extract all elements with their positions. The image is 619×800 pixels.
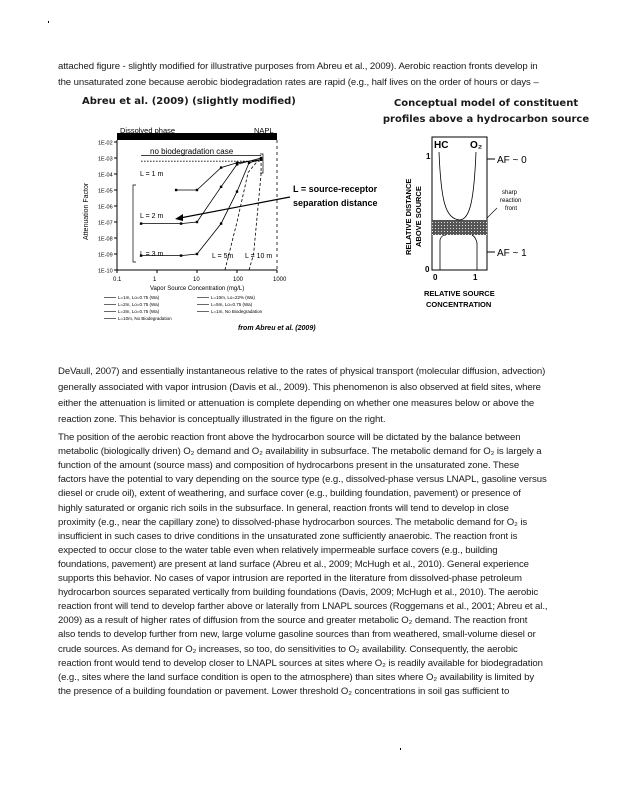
x-tick-label: 1 [153,277,157,283]
af1-label: AF ~ 1 [497,248,527,259]
text-line: function of the amount (source mass) and composition of hydrocarbons present in the unsaturated zone. These [58,460,520,472]
right-title-line: profiles above a hydrocarbon source [382,114,590,125]
x-tick-label: 100 [233,277,244,283]
text-line: reaction front will tend to develop farther above or laterally from LNAPL sources (Roggemans et al., 2001; Abreu et al., [58,601,548,613]
front-label: front [505,206,518,212]
series-label: L = 1 m [140,171,164,178]
phase-label-dissolved: Dissolved phase [120,126,176,135]
text-line: crude sources. As demand for O₂ increases, so too, do sensitivities to O₂ availability. Consequently, the aerobic [58,643,518,655]
figure-credit: from Abreu et al. (2009) [238,325,316,332]
legend-entry: L=3m, Lo=0.75 (Wa) [118,309,160,314]
o2-label: O₂ [470,140,483,151]
text-line: diesel or crude oil), extent of weathering, and surface cover (e.g., building foundation, pavement) or presence of [58,488,521,500]
y-tick-label: 1E-10 [98,268,113,275]
y-axis-label: Attenuation Factor [83,182,90,240]
hc-profile-lower [440,235,446,270]
text-line: metabolic (biologically driven) O₂ demand and O₂ availability in subsurface. The metabolic demand for O₂ is largely a [58,446,542,458]
text-line: expected to occur close to the water table even when relatively impermeable surface covers (e.g., building [58,544,498,556]
series-label: L = 2 m [140,213,164,220]
text-line: (e.g., sites where the land surface condition is open to the atmosphere) than sites where O₂ availability is limited by [58,671,535,683]
x-axis-label: CONCENTRATION [426,300,492,309]
text-line: reaction zone. This behavior is conceptually illustrated in the figure on the right. [58,414,386,425]
text-line: the presence of a building foundation or pavement. Lower threshold O₂ concentrations in soil gas sufficient to [58,685,510,697]
series-label: L = 3 m [140,251,164,258]
left-figure-title: Abreu et al. (2009) (slightly modified) [82,96,296,107]
text-line: DeVaull, 2007) and essentially instantaneous relative to the rates of physical transport (molecular diffusion, advection) [58,366,546,377]
text-line: either the attenuation is limited or attenuation is complete depending on whether one measures below or above the [58,398,535,409]
text-line: factors have the potential to vary depending on the source type (e.g., dissolved-phase versus LNAPL, gasoline versus [58,474,547,486]
y-tick: 1 [426,152,431,161]
series-label: L = 5m [212,253,234,260]
series-label: L = 10 m [245,253,273,260]
y-tick-label: 1E-06 [98,204,113,211]
text-line: hydrocarbon sources separated vertically from building foundations (Davis, 2009; McHugh et al., 2010). The aerobic [58,587,539,599]
y-tick-label: 1E-08 [98,236,113,243]
y-tick: 0 [425,265,430,274]
y-axis-label: RELATIVE DISTANCE [404,178,413,255]
legend-entry: L=10m, No Biodegradation [118,316,172,321]
legend-entry: L=2m, Lo=0.75 (Wa) [118,302,160,307]
text-line: foundations, pavement) are present at land surface (Abreu et al., 2009; McHugh et al., 2010). General experience [58,558,529,570]
legend-entry: L=1m, No Biodegradation [211,309,263,314]
x-axis-label: Vapor Source Concentration (mg/L) [150,286,245,292]
reaction-zone [432,220,487,235]
text-line: reaction front would tend to develop closer to LNAPL sources at sites where O₂ is readily available for biodegradation [58,657,543,669]
legend-entry: L=1m, Lo=0.75 (Wa) [118,295,160,300]
x-tick: 0 [433,273,438,282]
x-tick-label: 0.1 [113,277,122,283]
text-line: The position of the aerobic reaction front above the hydrocarbon source will be dictated by the balance between [58,432,521,443]
no-bio-label: no biodegradation case [150,147,234,156]
text-line: insufficient in such cases to drive conditions in the unsaturated zone sufficiently anaerobic. The reaction front is [58,530,518,542]
af0-label: AF ~ 0 [497,155,527,166]
x-tick-label: 10 [193,277,200,283]
text-line: supports this behavior. No cases of vapor intrusion are reported in the literature from dissolved-phase petroleum [58,573,522,584]
x-tick-label: 1000 [273,277,287,283]
y-tick-label: 1E-05 [98,188,113,195]
conceptual-profile-diagram [0,0,619,320]
y-tick-label: 1E-02 [98,140,113,147]
text-line: the unsaturated zone because aerobic biodegradation rates are rapid (e.g., half lives on the order of hours or days – [58,77,539,88]
o2-profile [460,152,476,220]
text-line: also tends to develop further from new, large volume gasoline sources than from weathered, small-volume diesel or [58,629,536,641]
phase-label-napl: NAPL [254,126,274,135]
annotation-line: separation distance [293,198,378,208]
text-line: generally associated with vapor intrusion (Davis et al., 2009). This phenomenon is also observed at field sites, where [58,382,541,393]
hc-label: HC [434,140,449,151]
text-line: attached figure - slightly modified for illustrative purposes from Abreu et al., 2009). Aerobic reaction fronts develop in [58,61,538,72]
y-tick-label: 1E-03 [98,156,113,163]
o2-profile-lower [472,235,477,270]
x-axis-label: RELATIVE SOURCE [424,289,495,298]
x-tick: 1 [473,273,478,282]
front-label: sharp [502,190,518,196]
front-leader [487,208,497,218]
annotation-line: L = source-receptor [293,184,378,194]
y-tick-label: 1E-09 [98,252,113,259]
y-axis-label: ABOVE SOURCE [414,186,423,247]
text-line: proximity (e.g., near the capillary zone) to dissolved-phase hydrocarbon sources. The metabolic demand for O₂ is [58,516,528,528]
y-tick-label: 1E-07 [98,220,113,227]
text-line: highly saturated or organic rich soils in the subsurface. In general, reaction fronts will tend to develop in close [58,502,509,514]
scan-speck [400,748,401,750]
text-line: 2009) as a result of higher rates of diffusion from the source and greater metabolic O₂ demand. The reaction front [58,615,528,627]
hc-profile [439,152,460,220]
legend-entry: L=10m, Lo=22% (Wa) [211,295,255,300]
right-title-line: Conceptual model of constituent [393,98,579,109]
y-tick-label: 1E-04 [98,172,113,179]
legend-entry: L=5m, Lo=0.75 (Wa) [211,302,253,307]
front-label: reaction [500,198,522,204]
